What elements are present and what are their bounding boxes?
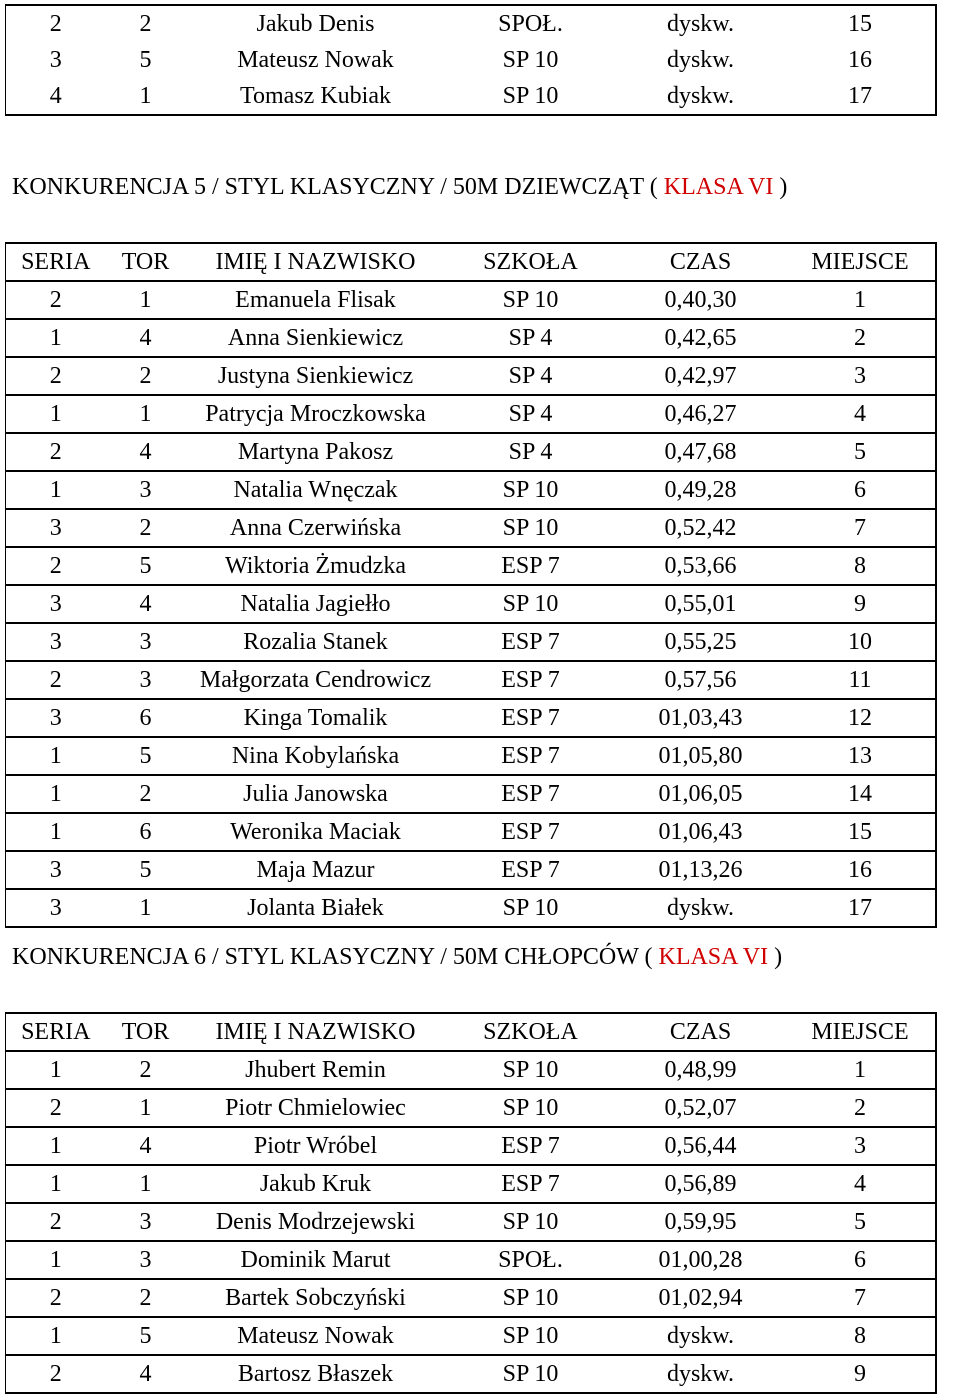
name-cell: IMIĘ I NAZWISKO — [186, 243, 446, 281]
table-row — [6, 433, 936, 471]
tor-cell: 5 — [106, 851, 186, 889]
time-cell: 0,40,30 — [616, 281, 786, 319]
place-cell: 17 — [786, 78, 936, 115]
name-cell: Bartek Sobczyński — [186, 1279, 446, 1317]
place-cell: 1 — [786, 1051, 936, 1089]
tor-cell: 5 — [106, 737, 186, 775]
place-cell: 11 — [786, 661, 936, 699]
name-cell: Nina Kobylańska — [186, 737, 446, 775]
place-cell: 7 — [786, 1279, 936, 1317]
table-row — [6, 547, 936, 585]
time-cell: 01,06,43 — [616, 813, 786, 851]
time-cell: dyskw. — [616, 1355, 786, 1393]
table-row — [6, 623, 936, 661]
seria-cell: 1 — [6, 319, 106, 357]
school-cell: SPOŁ. — [446, 1241, 616, 1279]
school-cell: SP 10 — [446, 509, 616, 547]
name-cell: Natalia Jagiełło — [186, 585, 446, 623]
table-row — [6, 1165, 936, 1203]
tor-cell: 4 — [106, 585, 186, 623]
tor-cell: 1 — [106, 78, 186, 115]
name-cell: Julia Janowska — [186, 775, 446, 813]
place-cell: 8 — [786, 547, 936, 585]
table-row — [6, 1127, 936, 1165]
seria-cell: 1 — [6, 1127, 106, 1165]
time-cell: dyskw. — [616, 889, 786, 927]
header-row — [6, 243, 936, 281]
previous-results-table — [5, 4, 937, 116]
time-cell: 0,55,01 — [616, 585, 786, 623]
table-row — [6, 1089, 936, 1127]
table-row — [6, 5, 936, 42]
table-row — [6, 319, 936, 357]
time-cell: 0,42,97 — [616, 357, 786, 395]
time-cell: 0,47,68 — [616, 433, 786, 471]
seria-cell: 3 — [6, 699, 106, 737]
school-cell: SP 10 — [446, 1279, 616, 1317]
table-row — [6, 889, 936, 927]
section-6-results-table — [5, 1012, 937, 1394]
name-cell: Martyna Pakosz — [186, 433, 446, 471]
time-cell: 0,53,66 — [616, 547, 786, 585]
place-cell: 13 — [786, 737, 936, 775]
tor-cell: 1 — [106, 1089, 186, 1127]
table-row — [6, 357, 936, 395]
school-cell: SP 10 — [446, 1317, 616, 1355]
tor-cell: 1 — [106, 889, 186, 927]
name-cell: Piotr Chmielowiec — [186, 1089, 446, 1127]
tor-cell: 3 — [106, 661, 186, 699]
name-cell: Patrycja Mroczkowska — [186, 395, 446, 433]
place-cell: 5 — [786, 1203, 936, 1241]
place-cell: 17 — [786, 889, 936, 927]
section-6-title: KONKURENCJA 6 / STYL KLASYCZNY / 50M CHŁOPCÓW ( KLASA VI ) — [12, 944, 783, 970]
name-cell: Mateusz Nowak — [186, 1317, 446, 1355]
name-cell: Mateusz Nowak — [237, 47, 394, 73]
seria-cell: 2 — [6, 1203, 106, 1241]
name-cell: IMIĘ I NAZWISKO — [186, 1013, 446, 1051]
seria-cell: 1 — [6, 737, 106, 775]
name-cell: Rozalia Stanek — [186, 623, 446, 661]
tor-cell: 1 — [106, 281, 186, 319]
place-cell: 1 — [786, 281, 936, 319]
time-cell: 0,52,42 — [616, 509, 786, 547]
time-cell: 0,56,44 — [616, 1127, 786, 1165]
tor-cell: 5 — [106, 1317, 186, 1355]
school-cell: SP 4 — [446, 433, 616, 471]
tor-cell: 6 — [106, 813, 186, 851]
tor-cell: 5 — [106, 547, 186, 585]
table-row — [6, 1355, 936, 1393]
name-cell: Maja Mazur — [186, 851, 446, 889]
place-cell: 9 — [786, 585, 936, 623]
table-row — [6, 775, 936, 813]
name-cell: Bartosz Błaszek — [186, 1355, 446, 1393]
time-cell: 01,02,94 — [616, 1279, 786, 1317]
seria-cell: 1 — [6, 471, 106, 509]
seria-cell: 3 — [6, 889, 106, 927]
time-cell: 0,57,56 — [616, 661, 786, 699]
table-row — [6, 471, 936, 509]
tor-cell: 4 — [106, 319, 186, 357]
seria-cell: SERIA — [6, 1013, 106, 1051]
time-cell: 0,55,25 — [616, 623, 786, 661]
table-row — [6, 1051, 936, 1089]
tor-cell: 4 — [106, 433, 186, 471]
time-cell: 0,42,65 — [616, 319, 786, 357]
place-cell: 15 — [786, 5, 936, 42]
place-cell: MIEJSCE — [786, 243, 936, 281]
name-cell: Tomasz Kubiak — [186, 78, 446, 115]
name-cell: Denis Modrzejewski — [186, 1203, 446, 1241]
school-cell: ESP 7 — [446, 737, 616, 775]
name-cell: Wiktoria Żmudzka — [186, 547, 446, 585]
time-cell: 0,59,95 — [616, 1203, 786, 1241]
place-cell: 3 — [786, 1127, 936, 1165]
place-cell: 7 — [786, 509, 936, 547]
time-cell: dyskw. — [666, 47, 735, 73]
school-cell: SP 10 — [446, 585, 616, 623]
place-cell: 8 — [786, 1317, 936, 1355]
school-cell: SP 10 — [446, 889, 616, 927]
seria-cell: 3 — [6, 42, 106, 78]
place-cell: 15 — [786, 813, 936, 851]
tor-cell: 2 — [106, 1051, 186, 1089]
time-cell: CZAS — [616, 1013, 786, 1051]
tor-cell: 4 — [106, 1355, 186, 1393]
seria-cell: 1 — [6, 1241, 106, 1279]
seria-cell: 2 — [6, 281, 106, 319]
time-cell: 0,56,89 — [616, 1165, 786, 1203]
table-row — [6, 42, 936, 78]
seria-cell: 3 — [6, 509, 106, 547]
section-5-results-table — [5, 242, 937, 928]
time-cell: dyskw. — [616, 1317, 786, 1355]
name-cell: Justyna Sienkiewicz — [186, 357, 446, 395]
school-cell: ESP 7 — [446, 699, 616, 737]
seria-cell: 1 — [6, 813, 106, 851]
seria-cell: 2 — [6, 661, 106, 699]
seria-cell: 3 — [6, 623, 106, 661]
school-cell: SP 4 — [446, 357, 616, 395]
place-cell: 16 — [786, 851, 936, 889]
table-row — [6, 395, 936, 433]
name-cell: Kinga Tomalik — [186, 699, 446, 737]
place-cell: 6 — [786, 471, 936, 509]
place-cell: 3 — [786, 357, 936, 395]
name-cell: Dominik Marut — [186, 1241, 446, 1279]
place-cell: 10 — [786, 623, 936, 661]
seria-cell: 2 — [6, 5, 106, 42]
place-cell: 2 — [786, 319, 936, 357]
school-cell: SP 10 — [446, 1355, 616, 1393]
place-cell: 14 — [786, 775, 936, 813]
school-cell: SPOŁ. — [446, 5, 616, 42]
name-cell: Anna Czerwińska — [186, 509, 446, 547]
table-row — [6, 585, 936, 623]
time-cell: 0,46,27 — [616, 395, 786, 433]
seria-cell: 3 — [6, 585, 106, 623]
seria-cell: 4 — [6, 78, 106, 115]
time-cell: 01,03,43 — [616, 699, 786, 737]
time-cell: 0,49,28 — [616, 471, 786, 509]
school-cell: ESP 7 — [446, 1165, 616, 1203]
tor-cell: 3 — [106, 471, 186, 509]
name-cell: Jhubert Remin — [186, 1051, 446, 1089]
tor-cell: 2 — [106, 5, 186, 42]
school-cell: SZKOŁA — [446, 1013, 616, 1051]
name-cell: Jolanta Białek — [186, 889, 446, 927]
school-cell: SP 4 — [446, 319, 616, 357]
name-cell: Jakub Kruk — [186, 1165, 446, 1203]
school-cell: SP 10 — [446, 281, 616, 319]
tor-cell: 2 — [106, 1279, 186, 1317]
time-cell: 01,06,05 — [616, 775, 786, 813]
place-cell: 6 — [786, 1241, 936, 1279]
seria-cell: 1 — [6, 775, 106, 813]
table-row — [6, 1241, 936, 1279]
tor-cell: 3 — [106, 1203, 186, 1241]
place-cell: 5 — [786, 433, 936, 471]
tor-cell: 4 — [106, 1127, 186, 1165]
school-cell: SP 10 — [446, 471, 616, 509]
place-cell: 9 — [786, 1355, 936, 1393]
seria-cell: 2 — [6, 433, 106, 471]
table-row — [6, 78, 936, 115]
school-cell: SP 4 — [446, 395, 616, 433]
name-cell: Weronika Maciak — [186, 813, 446, 851]
tor-cell: 1 — [106, 395, 186, 433]
seria-cell: 2 — [6, 1089, 106, 1127]
school-cell: ESP 7 — [446, 775, 616, 813]
school-cell: ESP 7 — [446, 661, 616, 699]
time-cell: dyskw. — [616, 78, 786, 115]
school-cell: ESP 7 — [446, 813, 616, 851]
tor-cell: TOR — [106, 243, 186, 281]
tor-cell: 3 — [106, 1241, 186, 1279]
table-row — [6, 1279, 936, 1317]
table-row — [6, 699, 936, 737]
name-cell: Piotr Wróbel — [186, 1127, 446, 1165]
place-cell: 12 — [786, 699, 936, 737]
table-row — [6, 661, 936, 699]
table-row — [6, 1203, 936, 1241]
school-cell: ESP 7 — [446, 1127, 616, 1165]
section-6-class-label: KLASA VI — [658, 944, 769, 970]
place-cell: 4 — [786, 395, 936, 433]
tor-cell: 2 — [106, 357, 186, 395]
time-cell: 01,05,80 — [616, 737, 786, 775]
header-row — [6, 1013, 936, 1051]
school-cell: SZKOŁA — [446, 243, 616, 281]
school-cell: SP 10 — [446, 1203, 616, 1241]
place-cell: 2 — [786, 1089, 936, 1127]
school-cell: SP 10 — [446, 1089, 616, 1127]
seria-cell: 3 — [6, 851, 106, 889]
tor-cell: 2 — [106, 509, 186, 547]
time-cell: 0,52,07 — [616, 1089, 786, 1127]
seria-cell: 2 — [6, 1355, 106, 1393]
name-cell: Małgorzata Cendrowicz — [186, 661, 446, 699]
school-cell: SP 10 — [502, 47, 559, 73]
table-row — [6, 1317, 936, 1355]
seria-cell: 1 — [6, 1051, 106, 1089]
school-cell: SP 10 — [446, 78, 616, 115]
tor-cell: 5 — [139, 47, 152, 73]
table-row — [6, 813, 936, 851]
seria-cell: 2 — [6, 1279, 106, 1317]
table-row — [6, 281, 936, 319]
time-cell: CZAS — [616, 243, 786, 281]
time-cell: dyskw. — [616, 5, 786, 42]
tor-cell: 1 — [106, 1165, 186, 1203]
school-cell: SP 10 — [446, 1051, 616, 1089]
place-cell: MIEJSCE — [786, 1013, 936, 1051]
table-row — [6, 851, 936, 889]
name-cell: Emanuela Flisak — [186, 281, 446, 319]
tor-cell: 6 — [106, 699, 186, 737]
tor-cell: 2 — [106, 775, 186, 813]
school-cell: ESP 7 — [446, 851, 616, 889]
seria-cell: 2 — [6, 547, 106, 585]
tor-cell: TOR — [106, 1013, 186, 1051]
place-cell: 4 — [786, 1165, 936, 1203]
section-5-title: KONKURENCJA 5 / STYL KLASYCZNY / 50M DZIEWCZĄT ( KLASA VI ) — [12, 174, 788, 200]
tor-cell: 3 — [106, 623, 186, 661]
school-cell: ESP 7 — [446, 547, 616, 585]
place-cell: 16 — [786, 42, 936, 78]
time-cell: 01,13,26 — [616, 851, 786, 889]
seria-cell: 1 — [6, 1165, 106, 1203]
seria-cell: 2 — [6, 357, 106, 395]
time-cell: 0,48,99 — [616, 1051, 786, 1089]
seria-cell: 1 — [6, 1317, 106, 1355]
table-row — [6, 509, 936, 547]
seria-cell: SERIA — [6, 243, 106, 281]
name-cell: Anna Sienkiewicz — [186, 319, 446, 357]
name-cell: Natalia Wnęczak — [186, 471, 446, 509]
time-cell: 01,00,28 — [616, 1241, 786, 1279]
name-cell: Jakub Denis — [186, 5, 446, 42]
table-row — [6, 737, 936, 775]
section-5-class-label: KLASA VI — [663, 174, 774, 200]
school-cell: ESP 7 — [446, 623, 616, 661]
seria-cell: 1 — [6, 395, 106, 433]
